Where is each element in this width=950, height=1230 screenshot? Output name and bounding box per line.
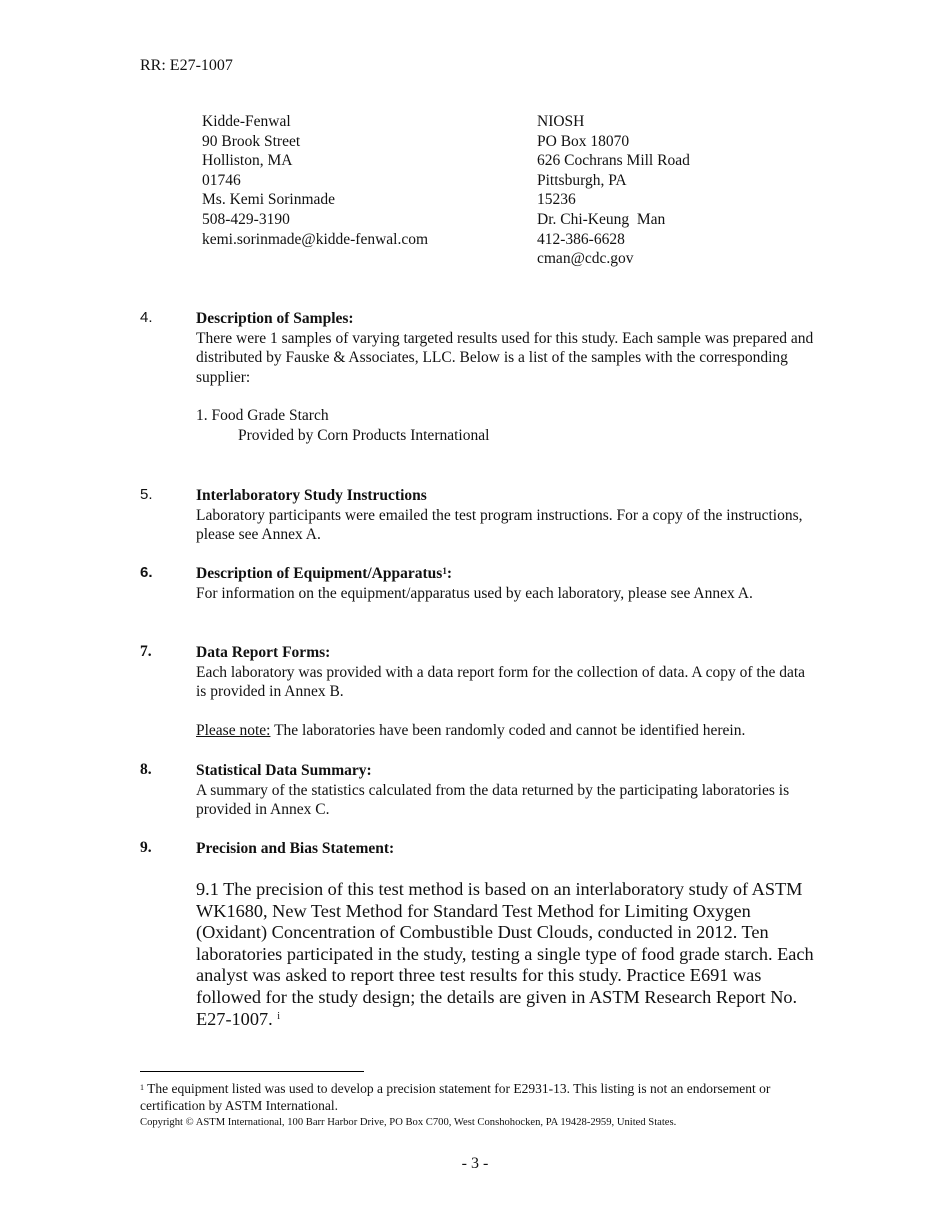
contact-line: 508-429-3190 [202,210,290,228]
section-8-body: A summary of the statistics calculated from the data returned by the participating laboratories is provided in Annex C. [196,781,790,819]
section-6-title-colon: : [446,565,452,582]
contact-line: 90 Brook Street [202,132,301,150]
section-8 [196,761,816,820]
note [196,721,836,741]
section-7-body: Each laboratory was provided with a data report form for the collection of data. A copy of the data is provided in Annex B. [196,663,806,701]
footnote-separator [140,1071,364,1072]
contact-line: 412-386-6628 [537,230,625,248]
section-5-title: Interlaboratory Study Instructions [196,487,427,504]
contact-line: 626 Cochrans Mill Road [537,152,690,170]
contact-kidde-fenwal [202,112,428,249]
footnote-ref-1: 1 [442,566,447,576]
sample-provider: Provided by Corn Products International [238,426,490,444]
section-number-8: 8. [140,761,152,778]
section-4-title: Description of Samples: [196,310,354,327]
section-6-title-text: Description of Equipment/Apparatus [196,565,443,582]
note-label: Please note: [196,721,271,739]
contact-line: 15236 [537,191,576,209]
section-5-body: Laboratory participants were emailed the test program instructions. For a copy of the instructions, please see Annex A. [196,506,803,544]
section-6-title [196,564,816,584]
section-number-7: 7. [140,643,152,660]
section-6-body: For information on the equipment/apparatus used by each laboratory, please see Annex A. [196,584,753,602]
section-9-title: Precision and Bias Statement: [196,840,395,857]
copyright-notice: Copyright © ASTM International, 100 Barr Harbor Drive, PO Box C700, West Conshohocken, PA 19428-2959, United States. [140,1117,677,1128]
footnote-text: The equipment listed was used to develop a precision statement for E2931-13. This listing is not an endorsement or certification by ASTM International. [140,1081,771,1113]
section-number-5: 5. [140,486,153,503]
contact-line: Ms. Kemi Sorinmade [202,191,336,209]
section-4-body: There were 1 samples of varying targeted results used for this study. Each sample was prepared and distributed by Fauske & Associates, LLC. Below is a list of the samples with the corresponding supplier: [196,329,814,386]
section-number-6: 6. [140,564,153,581]
endnote-ref-i: i [277,1010,281,1022]
contact-email: cman@cdc.gov [537,250,634,268]
section-7-title: Data Report Forms: [196,644,331,661]
section-8-title: Statistical Data Summary: [196,762,372,779]
section-4 [196,309,816,446]
contact-line: Pittsburgh, PA [537,171,627,189]
contact-line: Dr. Chi-Keung Man [537,210,666,228]
section-6 [196,564,816,603]
precision-statement [196,879,816,1030]
precision-statement-text: 9.1 The precision of this test method is based on an interlaboratory study of ASTM WK1680, New Test Method for Standard Test Method for Limiting Oxygen (Oxidant) Concentration of Combustible Dust Clouds, conducted in 2012. Ten laboratories participated in the study, testing a single type of food grade starch. Each analyst was asked to report three test results for this study. Practice E691 was followed for the study design; the details are given in ASTM Research Report No. E27-1007. [196,879,814,1029]
section-number-4: 4. [140,309,153,326]
contact-line: NIOSH [537,113,585,130]
contact-line: Holliston, MA [202,152,293,170]
note-text: The laboratories have been randomly coded and cannot be identified herein. [270,721,746,739]
footnote-1 [140,1080,820,1114]
contact-email: kemi.sorinmade@kidde-fenwal.com [202,230,429,248]
section-number-9: 9. [140,839,152,856]
contact-niosh [537,112,690,269]
section-5 [196,486,816,545]
report-id-header: RR: E27-1007 [140,57,233,74]
page-number: - 3 - [461,1155,489,1172]
contact-line: PO Box 18070 [537,132,630,150]
sample-list-item: 1. Food Grade Starch [196,407,329,425]
section-7 [196,643,816,740]
contact-line: 01746 [202,171,241,189]
contact-line: Kidde-Fenwal [202,113,291,130]
footnote-mark: 1 [140,1083,144,1092]
section-9 [196,839,816,859]
